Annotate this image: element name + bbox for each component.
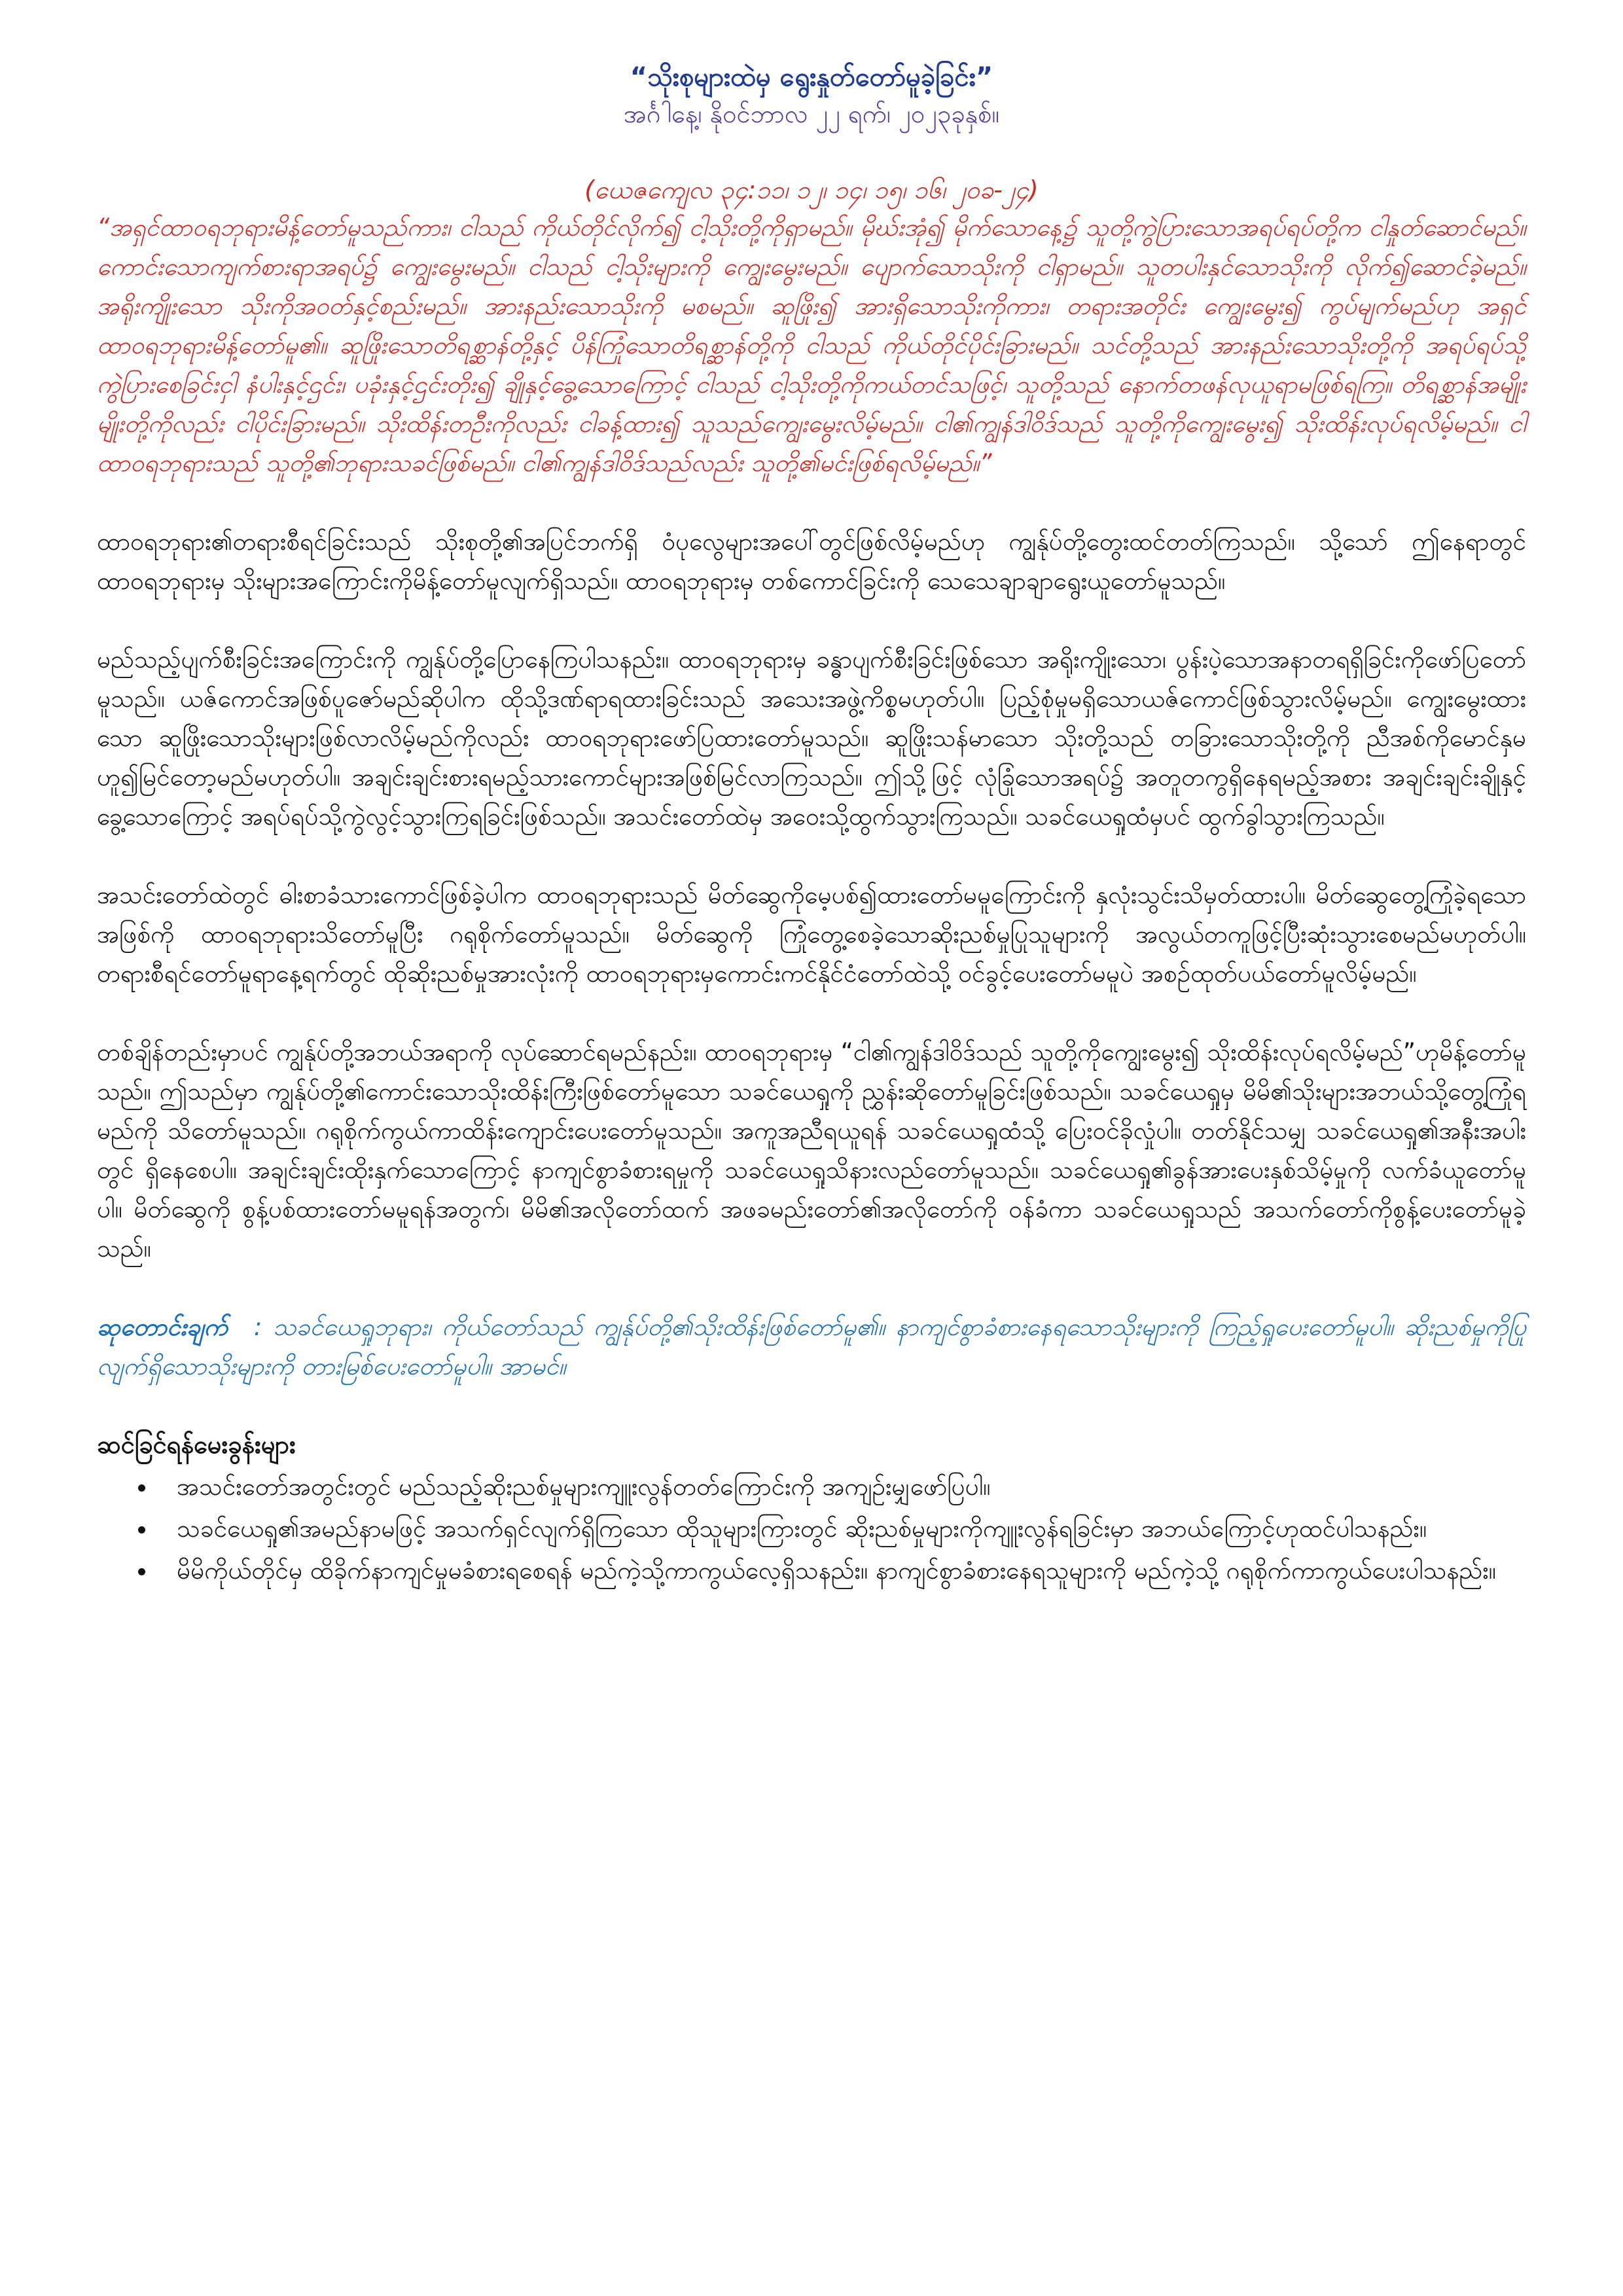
prayer-text: : သခင်ယေရှုဘုရား၊ ကိုယ်တော်သည် ကျွန်ုပ်တို့၏သိုးထိန်းဖြစ်တော်မူ၏။ နာကျင်စွာခံစားနေရသောသိုးများကို ကြည့်ရှုပေးတော်မူပါ။ ဆိုးညစ်မှုကိုပြုလျက်ရှိသောသိုးများကို တားမြစ်ပေးတော်မူပါ။ အာမင်။ bbox=[97, 1313, 1526, 1380]
devotional-date: အင်္ဂါနေ့၊ နိုဝင်ဘာလ ၂၂ ရက်၊ ၂၀၂၃ခုနှစ်။ bbox=[623, 99, 999, 128]
question-item: • အသင်းတော်အတွင်းတွင် မည်သည့်ဆိုးညစ်မှုများကျူးလွန်တတ်ကြောင်းကို အကျဉ်းမျှဖော်ပြပါ။ bbox=[157, 1467, 1526, 1507]
questions-list bbox=[97, 1467, 1526, 1590]
body-paragraph: အသင်းတော်ထဲတွင် ဓါးစာခံသားကောင်ဖြစ်ခဲ့ပါက ထာဝရဘုရားသည် မိတ်ဆွေကိုမေ့ပစ်၍ထားတော်မမူကြောင်းကို နှလုံးသွင်းသိမှတ်ထားပါ။ မိတ်ဆွေတွေ့ကြုံခဲ့ရသောအဖြစ်ကို ထာဝရဘုရားသိတော်မူပြီး ဂရုစိုက်တော်မူသည်။ မိတ်ဆွေကို ကြုံတွေ့စေခဲ့သောဆိုးညစ်မှုပြုသူများကို အလွယ်တကူဖြင့်ပြီးဆုံးသွားစေမည်မဟုတ်ပါ။ တရားစီရင်တော်မူရာနေ့ရက်တွင် ထိုဆိုးညစ်မှုအားလုံးကို ထာဝရဘုရားမှကောင်းကင်နိုင်ငံတော်ထဲသို့ ဝင်ခွင့်ပေးတော်မမူပဲ အစဉ်ထုတ်ပယ်တော်မူလိမ့်မည်။ bbox=[97, 881, 1526, 988]
body-paragraph: တစ်ချိန်တည်းမှာပင် ကျွန်ုပ်တို့အဘယ်အရာကို လုပ်ဆောင်ရမည်နည်း။ ထာဝရဘုရားမှ “ငါ၏ကျွန်ဒါဝိဒ်သည် သူတို့ကိုကျွေးမွေး၍ သိုးထိန်းလုပ်ရလိမ့်မည်”ဟုမိန့်တော်မူသည်။ ဤသည်မှာ ကျွန်ုပ်တို့၏ကောင်းသောသိုးထိန်းကြီးဖြစ်တော်မူသော သခင်ယေရှုကို ညွှန်းဆိုတော်မူခြင်းဖြစ်သည်။ သခင်ယေရှုမှ မိမိ၏သိုးများအဘယ်သို့တွေ့ကြုံရမည်ကို သိတော်မူသည်။ ဂရုစိုက်ကွယ်ကာထိန်းကျောင်းပေးတော်မူသည်။ အကူအညီရယူရန် သခင်ယေရှုထံသို့ ပြေးဝင်ခိုလှုံပါ။ တတ်နိုင်သမျှ သခင်ယေရှု၏အနီးအပါးတွင် ရှိနေစေပါ။ အချင်းချင်းထိုးနှက်သောကြောင့် နာကျင်စွာခံစားရမှုကို သခင်ယေရှုသိနားလည်တော်မူသည်။ သခင်ယေရှု၏ခွန်အားပေးနှစ်သိမ့်မှုကို လက်ခံယူတော်မူပါ။ မိတ်ဆွေကို စွန့်ပစ်ထားတော်မမူရန်အတွက်၊ မိမိ၏အလိုတော်ထက် အဖခမည်းတော်၏အလိုတော်ကို ဝန်ခံကာ သခင်ယေရှုသည် အသက်တော်ကိုစွန့်ပေးတော်မူခဲ့သည်။ bbox=[97, 1038, 1526, 1263]
body-paragraph: မည်သည့်ပျက်စီးခြင်းအကြောင်းကို ကျွန်ုပ်တို့ပြောနေကြပါသနည်း။ ထာဝရဘုရားမှ ခန္ဓာပျက်စီးခြင်းဖြစ်သော အရိုးကျိုးသော၊ ပွန်းပဲ့သောအနာတရရှိခြင်းကိုဖော်ပြတော်မူသည်။ ယဇ်ကောင်အဖြစ်ပူဇော်မည်ဆိုပါက ထိုသို့ဒဏ်ရာရထားခြင်းသည် အသေးအဖွဲ့ကိစ္စမဟုတ်ပါ။ ပြည့်စုံမှုမရှိသောယဇ်ကောင်ဖြစ်သွားလိမ့်မည်။ ကျွေးမွေးထားသော ဆူဖြိုးသောသိုးများဖြစ်လာလိမ့်မည်ကိုလည်း ထာဝရဘုရားဖော်ပြထားတော်မူသည်။ ဆူဖြိုးသန်မာသော သိုးတို့သည် တခြားသောသိုးတို့ကို ညီအစ်ကိုမောင်နှမဟူ၍မြင်တော့မည်မဟုတ်ပါ။ အချင်းချင်းစားရမည့်သားကောင်များအဖြစ်မြင်လာကြသည်။ ဤသို့ဖြင့် လုံခြုံသောအရပ်၌ အတူတကွရှိနေရမည့်အစား အချင်းချင်းချိုနှင့်ခွေ့သောကြောင့် အရပ်ရပ်သို့ကွဲလွင့်သွားကြရခြင်းဖြစ်သည်။ အသင်းတော်ထဲမှ အဝေးသို့ထွက်သွားကြသည်။ သခင်ယေရှုထံမှပင် ထွက်ခွါသွားကြသည်။ bbox=[97, 645, 1526, 831]
question-item: • မိမိကိုယ်တိုင်မှ ထိခိုက်နာကျင်မှုမခံစားရစေရန် မည်ကဲ့သို့ကာကွယ်လေ့ရှိသနည်း။ နာကျင်စွာခံစားနေရသူများကို မည်ကဲ့သို့ ဂရုစိုက်ကာကွယ်ပေးပါသနည်း။ bbox=[157, 1551, 1526, 1590]
prayer-block bbox=[97, 1308, 1526, 1386]
body-paragraph: ထာဝရဘုရား၏တရားစီရင်ခြင်းသည် သိုးစုတို့၏အပြင်ဘက်ရှိ ဝံပုလွေများအပေါ်တွင်ဖြစ်လိမ့်မည်ဟု ကျွန်ုပ်တို့တွေးထင်တတ်ကြသည်။ သို့သော် ဤနေရာတွင် ထာဝရဘုရားမှ သိုးများအကြောင်းကိုမိန့်တော်မူလျက်ရှိသည်။ ထာဝရဘုရားမှ တစ်ကောင်ခြင်းကို သေသေချာချာရွေးယူတော်မူသည်။ bbox=[97, 528, 1526, 595]
question-item: • သခင်ယေရှု၏အမည်နာမဖြင့် အသက်ရှင်လျက်ရှိကြသော ထိုသူများကြားတွင် ဆိုးညစ်မှုများကိုကျူးလွန်ရခြင်းမှာ အဘယ်ကြောင့်ဟုထင်ပါသနည်း။ bbox=[157, 1509, 1526, 1549]
scripture-quote: “အရှင်ထာဝရဘုရားမိန့်တော်မူသည်ကား၊ ငါသည် ကိုယ်တိုင်လိုက်၍ ငါ့သိုးတို့ကိုရှာမည်။ မိုဃ်းအုံ၍ မိုက်သောနေ့၌ သူတို့ကွဲပြားသောအရပ်ရပ်တို့က ငါနှုတ်ဆောင်မည်။ ကောင်းသောကျက်စားရာအရပ်၌ ကျွေးမွေးမည်။ ငါသည် ငါ့သိုးများကို ကျွေးမွေးမည်။ ပျောက်သောသိုးကို ငါရှာမည်။ သူတပါးနှင်သောသိုးကို လိုက်၍ဆောင်ခဲ့မည်။ အရိုးကျိုးသော သိုးကိုအဝတ်နှင့်စည်းမည်။ အားနည်းသောသိုးကို မစမည်။ ဆူဖြိုး၍ အားရှိသောသိုးကိုကား၊ တရားအတိုင်း ကျွေးမွေး၍ ကွပ်မျက်မည်ဟု အရှင်ထာဝရဘုရားမိန့်တော်မူ၏။ ဆူဖြိုးသောတိရစ္ဆာန်တို့နှင့် ပိန်ကြုံသောတိရစ္ဆာန်တို့ကို ငါသည် ကိုယ်တိုင်ပိုင်းခြားမည်။ သင်တို့သည် အားနည်းသောသိုးတို့ကို အရပ်ရပ်သို့ ကွဲပြားစေခြင်းငှါ နံပါးနှင့်ဌင်း၊ ပခုံးနှင့်ဌင်းတိုး၍ ချိုနှင့်ခွေ့သောကြောင့် ငါသည် ငါ့သိုးတို့ကိုကယ်တင်သဖြင့်၊ သူတို့သည် နောက်တဖန်လုယူရာမဖြစ်ရကြ။ တိရစ္ဆာန်အမျိုးမျိုးတို့ကိုလည်း ငါပိုင်းခြားမည်။ သိုးထိန်းတဦးကိုလည်း ငါခန့်ထား၍ သူသည်ကျွေးမွေးလိမ့်မည်။ ငါ၏ကျွန်ဒါဝိဒ်သည် သူတို့ကိုကျွေးမွေး၍ သိုးထိန်းလုပ်ရလိမ့်မည်။ ငါထာဝရဘုရားသည် သူတို့၏ဘုရားသခင်ဖြစ်မည်။ ငါ၏ကျွန်ဒါဝိဒ်သည်လည်း သူတို့၏မင်းဖြစ်ရလိမ့်မည်။” bbox=[97, 213, 1526, 477]
devotional-page bbox=[97, 59, 1526, 1593]
prayer-label: ဆုတောင်းချက် bbox=[97, 1313, 228, 1341]
questions-heading: ဆင်ခြင်ရန်မေးခွန်းများ bbox=[97, 1430, 296, 1459]
scripture-reference: (ယေဇကျေလ ၃၄:၁၁၊ ၁၂၊ ၁၄၊ ၁၅၊ ၁၆၊ ၂၀ခ-၂၄) bbox=[584, 175, 1039, 204]
devotional-title: “သိုးစုများထဲမှ ရွေးနှုတ်တော်မူခဲ့ခြင်း” bbox=[630, 62, 993, 92]
